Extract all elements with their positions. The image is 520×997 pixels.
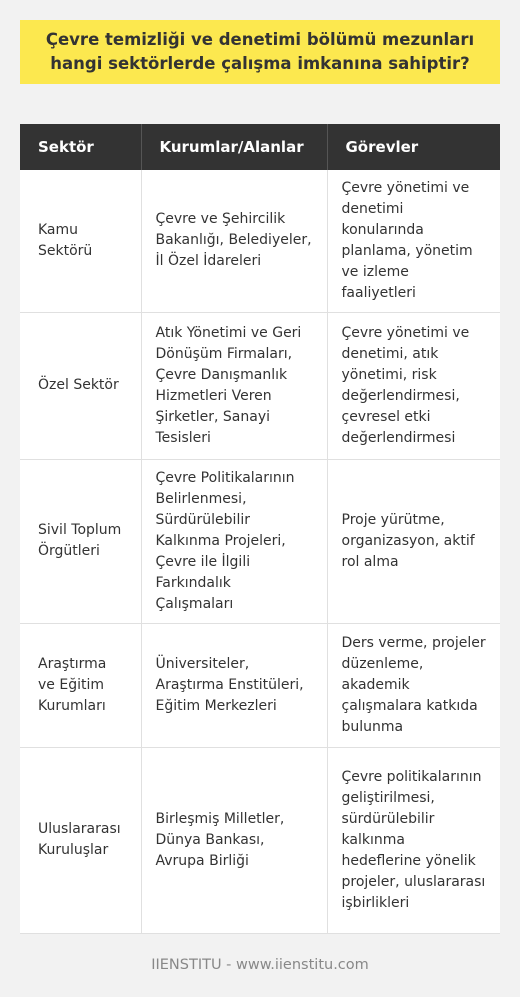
duties-cell: Çevre yönetimi ve denetimi, atık yönetimi, risk değerlendirmesi, çevresel etki değerlendirmesi xyxy=(327,312,500,459)
duties-cell: Ders verme, projeler düzenleme, akademik çalışmalara katkıda bulunma xyxy=(327,623,500,747)
institutions-cell: Atık Yönetimi ve Geri Dönüşüm Firmaları, Çevre Danışmanlık Hizmetleri Veren Şirketler, Sanayi Tesisleri xyxy=(141,312,327,459)
sector-cell: Sivil Toplum Örgütleri xyxy=(20,459,141,623)
table-row xyxy=(20,312,500,459)
column-header-institutions: Kurumlar/Alanlar xyxy=(141,124,327,170)
duties-cell: Çevre yönetimi ve denetimi konularında planlama, yönetim ve izleme faaliyetleri xyxy=(327,170,500,312)
table-row xyxy=(20,623,500,747)
sector-cell: Uluslararası Kuruluşlar xyxy=(20,747,141,933)
column-header-sector: Sektör xyxy=(20,124,141,170)
table-row xyxy=(20,170,500,312)
sector-cell: Araştırma ve Eğitim Kurumları xyxy=(20,623,141,747)
column-header-duties: Görevler xyxy=(327,124,500,170)
duties-cell: Çevre politikalarının geliştirilmesi, sürdürülebilir kalkınma hedeflerine yönelik projeler, uluslararası işbirlikleri xyxy=(327,747,500,933)
institutions-cell: Birleşmiş Milletler, Dünya Bankası, Avrupa Birliği xyxy=(141,747,327,933)
table-row xyxy=(20,459,500,623)
title-banner xyxy=(20,20,500,84)
table-header-row xyxy=(20,124,500,170)
duties-cell: Proje yürütme, organizasyon, aktif rol alma xyxy=(327,459,500,623)
sector-cell: Özel Sektör xyxy=(20,312,141,459)
sector-table xyxy=(20,124,500,934)
institutions-cell: Çevre Politikalarının Belirlenmesi, Sürdürülebilir Kalkınma Projeleri, Çevre ile İlgili Farkındalık Çalışmaları xyxy=(141,459,327,623)
table-row xyxy=(20,747,500,933)
page-title: Çevre temizliği ve denetimi bölümü mezunları hangi sektörlerde çalışma imkanına sahiptir? xyxy=(45,30,475,73)
footer-credit: IIENSTITU - www.iienstitu.com xyxy=(151,957,369,973)
institutions-cell: Üniversiteler, Araştırma Enstitüleri, Eğitim Merkezleri xyxy=(141,623,327,747)
sector-cell: Kamu Sektörü xyxy=(20,170,141,312)
institutions-cell: Çevre ve Şehircilik Bakanlığı, Belediyeler, İl Özel İdareleri xyxy=(141,170,327,312)
